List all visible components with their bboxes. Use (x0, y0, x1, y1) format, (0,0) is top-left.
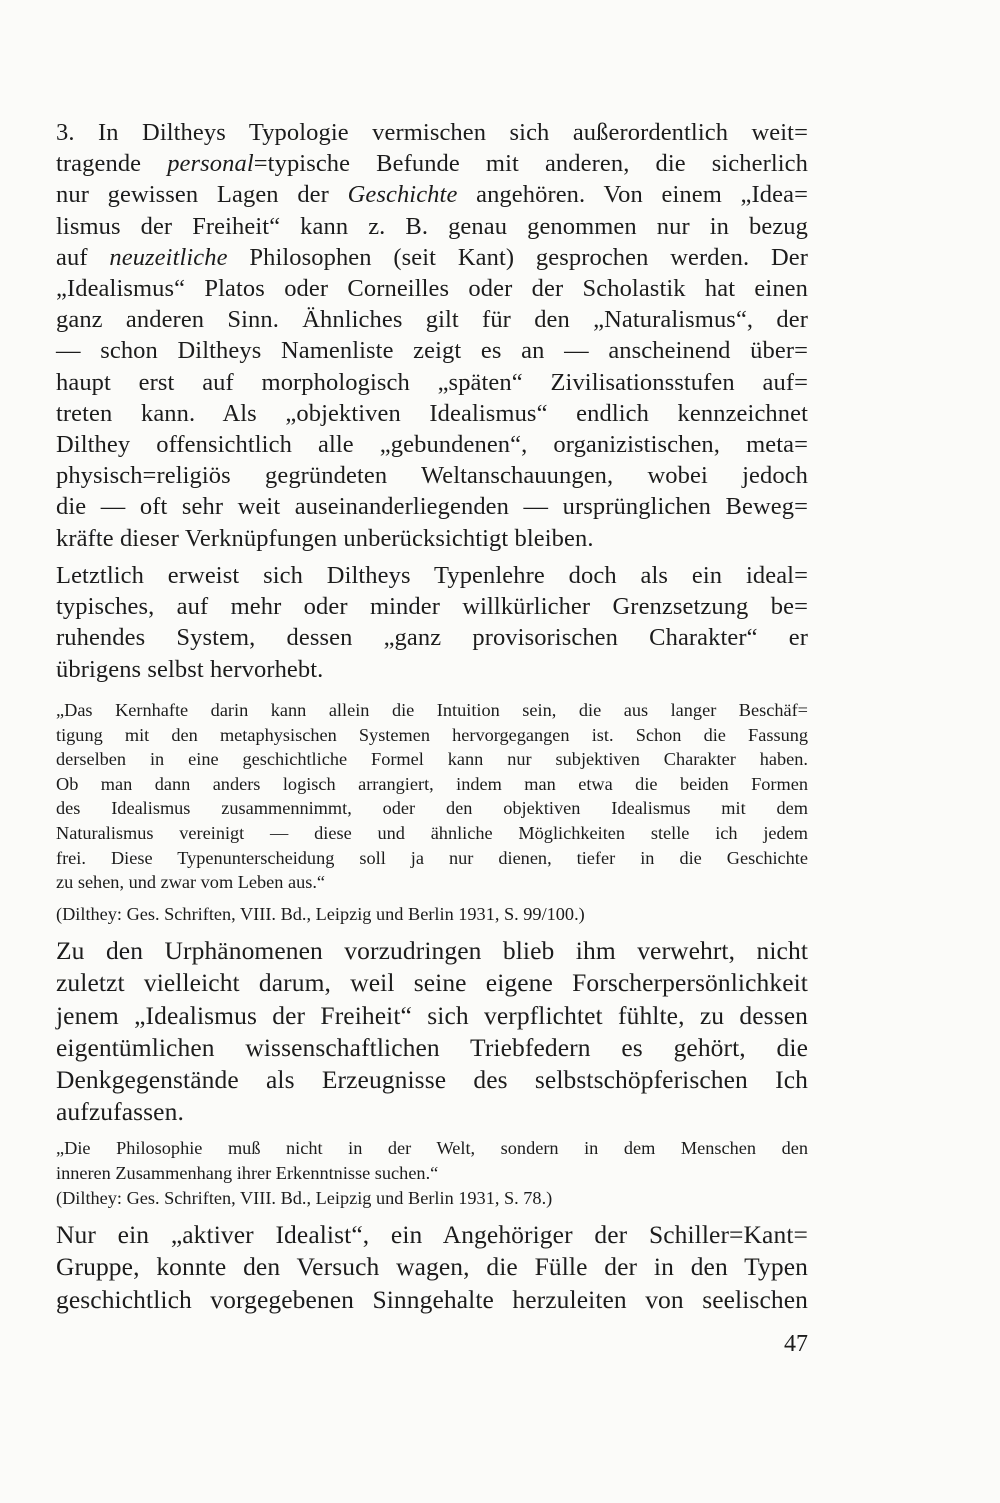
text-line: physisch=religiös gegründeten Weltanschauungen, wobei jedoch (56, 462, 808, 490)
text-line: ruhendes System, dessen „ganz provisorischen Charakter“ er (56, 624, 808, 652)
quote-line: Naturalismus vereinigt — diese und ähnliche Möglichkeiten stelle ich jedem (56, 822, 808, 843)
text-line: Gruppe, konnte den Versuch wagen, die Fülle der in den Typen (56, 1252, 808, 1282)
text-line: zuletzt vielleicht darum, weil seine eigene Forscherpersönlichkeit (56, 968, 808, 998)
citation-1: (Dilthey: Ges. Schriften, VIII. Bd., Leipzig und Berlin 1931, S. 99/100.) (56, 904, 585, 924)
text-line: ganz anderen Sinn. Ähnliches gilt für den „Naturalismus“, der (56, 306, 808, 334)
quote-line: zu sehen, und zwar vom Leben aus.“ (56, 872, 326, 893)
quote-line: frei. Diese Typenunterscheidung soll ja nur dienen, tiefer in die Geschichte (56, 847, 808, 868)
paragraph-conclusion (56, 560, 808, 685)
quote-line: inneren Zusammenhang ihrer Erkenntnisse suchen.“ (56, 1162, 439, 1183)
block-quote-1 (56, 698, 808, 895)
text-line: Denkgegenstände als Erzeugnisse des selbstschöpferischen Ich (56, 1065, 808, 1095)
text-line: die — oft sehr weit auseinanderliegenden — ursprünglichen Beweg= (56, 493, 808, 521)
text-line: lismus der Freiheit“ kann z. B. genau genommen nur in bezug (56, 212, 808, 240)
text-line: treten kann. Als „objektiven Idealismus“ endlich kennzeichnet (56, 399, 808, 427)
citation-2: (Dilthey: Ges. Schriften, VIII. Bd., Leipzig und Berlin 1931, S. 78.) (56, 1188, 553, 1208)
text-line: Zu den Urphänomenen vorzudringen blieb ihm verwehrt, nicht (56, 936, 808, 965)
text-line: 3. In Diltheys Typologie vermischen sich außerordentlich weit= (56, 119, 808, 146)
text-line: „Idealismus“ Platos oder Corneilles oder der Scholastik hat einen (56, 275, 808, 303)
text-line: Dilthey offensichtlich alle „gebundenen“, organizistischen, meta= (56, 431, 808, 459)
text-line: kräfte dieser Verknüpfungen unberücksichtigt bleiben. (56, 524, 594, 552)
text-line: geschichtlich vorgegebenen Sinngehalte herzuleiten von seelischen (56, 1284, 808, 1314)
text-line: übrigens selbst hervorhebt. (56, 655, 324, 683)
page-number: 47 (784, 1331, 808, 1357)
paragraph-typology (56, 117, 808, 554)
quote-line: tigung mit den metaphysischen Systemen hervorgegangen ist. Schon die Fassung (56, 724, 808, 745)
text-line: tragende personal=typische Befunde mit anderen, die sicherlich (56, 150, 808, 178)
text-line: auf neuzeitliche Philosophen (seit Kant) gesprochen werden. Der (56, 243, 808, 271)
block-quote-2 (56, 1136, 808, 1185)
text-line: eigentümlichen wissenschaftlichen Triebfedern es gehört, die (56, 1032, 808, 1062)
text-line: jenem „Idealismus der Freiheit“ sich verpflichtet fühlte, zu dessen (56, 1000, 808, 1030)
text-line: aufzufassen. (56, 1097, 184, 1127)
text-line: typisches, auf mehr oder minder willkürlicher Grenzsetzung be= (56, 593, 808, 621)
quote-line: derselben in eine geschichtliche Formel kann nur subjektiven Charakter haben. (56, 749, 808, 770)
quote-line: des Idealismus zusammennimmt, oder den objektiven Idealismus mit dem (56, 798, 808, 819)
text-line: Letztlich erweist sich Diltheys Typenlehre doch als ein ideal= (56, 562, 808, 589)
paragraph-active-idealist (56, 1219, 808, 1316)
paragraph-urphaenomene (56, 935, 808, 1129)
quote-line: Ob man dann anders logisch arrangiert, indem man etwa die beiden Formen (56, 773, 808, 794)
text-line: Nur ein „aktiver Idealist“, ein Angehöriger der Schiller=Kant= (56, 1220, 808, 1249)
text-line: — schon Diltheys Namenliste zeigt es an — anscheinend über= (56, 337, 808, 365)
text-line: nur gewissen Lagen der Geschichte angehören. Von einem „Idea= (56, 181, 808, 209)
text-line: haupt erst auf morphologisch „späten“ Zivilisationsstufen auf= (56, 368, 808, 396)
quote-line: „Das Kernhafte darin kann allein die Intuition sein, die aus langer Beschäf= (56, 700, 808, 720)
quote-line: „Die Philosophie muß nicht in der Welt, sondern in dem Menschen den (56, 1138, 808, 1158)
